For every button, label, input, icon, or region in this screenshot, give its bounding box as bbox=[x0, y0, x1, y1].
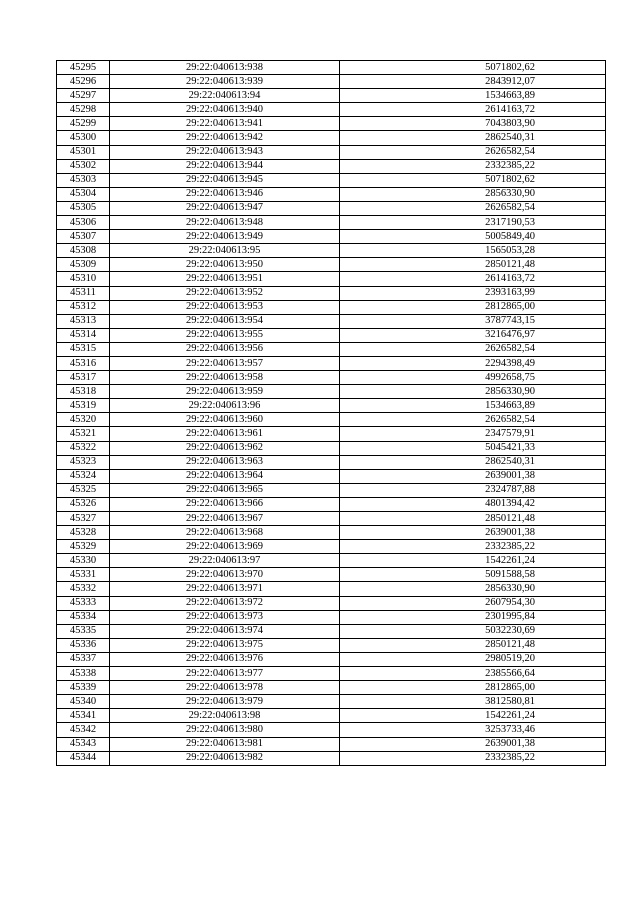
table-row bbox=[57, 131, 606, 145]
cadastral-number-cell: 29:22:040613:949 bbox=[110, 230, 340, 244]
table-row bbox=[57, 483, 606, 497]
cadastral-value-cell: 3253733,46 bbox=[340, 723, 606, 737]
row-number-cell: 45342 bbox=[57, 723, 110, 737]
table-row bbox=[57, 314, 606, 328]
cadastral-number-cell: 29:22:040613:940 bbox=[110, 103, 340, 117]
row-number-cell: 45328 bbox=[57, 526, 110, 540]
cadastral-value-cell: 5032230,69 bbox=[340, 624, 606, 638]
cadastral-number-cell: 29:22:040613:94 bbox=[110, 89, 340, 103]
cadastral-value-cell: 2639001,38 bbox=[340, 469, 606, 483]
table-row bbox=[57, 61, 606, 75]
table-row bbox=[57, 596, 606, 610]
table-row bbox=[57, 117, 606, 131]
table-row bbox=[57, 89, 606, 103]
table-row bbox=[57, 371, 606, 385]
cadastral-value-cell: 4801394,42 bbox=[340, 497, 606, 511]
table-row bbox=[57, 709, 606, 723]
cadastral-value-cell: 2332385,22 bbox=[340, 540, 606, 554]
row-number-cell: 45314 bbox=[57, 328, 110, 342]
row-number-cell: 45312 bbox=[57, 300, 110, 314]
row-number-cell: 45326 bbox=[57, 497, 110, 511]
cadastral-value-cell: 5071802,62 bbox=[340, 173, 606, 187]
cadastral-value-cell: 2856330,90 bbox=[340, 385, 606, 399]
row-number-cell: 45321 bbox=[57, 427, 110, 441]
cadastral-number-cell: 29:22:040613:951 bbox=[110, 272, 340, 286]
cadastral-value-cell: 5071802,62 bbox=[340, 61, 606, 75]
row-number-cell: 45322 bbox=[57, 441, 110, 455]
cadastral-value-cell: 2812865,00 bbox=[340, 300, 606, 314]
cadastral-value-cell: 2626582,54 bbox=[340, 342, 606, 356]
row-number-cell: 45338 bbox=[57, 667, 110, 681]
cadastral-value-cell: 2850121,48 bbox=[340, 258, 606, 272]
table-row bbox=[57, 159, 606, 173]
cadastral-number-cell: 29:22:040613:978 bbox=[110, 681, 340, 695]
table-row bbox=[57, 216, 606, 230]
cadastral-value-cell: 2385566,64 bbox=[340, 667, 606, 681]
row-number-cell: 45302 bbox=[57, 159, 110, 173]
cadastral-number-cell: 29:22:040613:958 bbox=[110, 371, 340, 385]
cadastral-value-cell: 2843912,07 bbox=[340, 75, 606, 89]
cadastral-number-cell: 29:22:040613:962 bbox=[110, 441, 340, 455]
row-number-cell: 45298 bbox=[57, 103, 110, 117]
cadastral-value-cell: 7043803,90 bbox=[340, 117, 606, 131]
cadastral-value-cell: 3812580,81 bbox=[340, 695, 606, 709]
row-number-cell: 45337 bbox=[57, 652, 110, 666]
cadastral-number-cell: 29:22:040613:954 bbox=[110, 314, 340, 328]
cadastral-number-cell: 29:22:040613:941 bbox=[110, 117, 340, 131]
table-row bbox=[57, 751, 606, 765]
cadastral-value-cell: 4992658,75 bbox=[340, 371, 606, 385]
table-row bbox=[57, 187, 606, 201]
cadastral-number-cell: 29:22:040613:945 bbox=[110, 173, 340, 187]
table-row bbox=[57, 173, 606, 187]
table-row bbox=[57, 399, 606, 413]
cadastral-value-cell: 2393163,99 bbox=[340, 286, 606, 300]
cadastral-number-cell: 29:22:040613:948 bbox=[110, 216, 340, 230]
cadastral-number-cell: 29:22:040613:976 bbox=[110, 652, 340, 666]
cadastral-value-cell: 1534663,89 bbox=[340, 399, 606, 413]
cadastral-value-cell: 1542261,24 bbox=[340, 554, 606, 568]
cadastral-number-cell: 29:22:040613:973 bbox=[110, 610, 340, 624]
table-row bbox=[57, 667, 606, 681]
table-row bbox=[57, 145, 606, 159]
cadastral-value-cell: 2626582,54 bbox=[340, 201, 606, 215]
cadastral-value-cell: 2856330,90 bbox=[340, 582, 606, 596]
cadastral-value-cell: 2626582,54 bbox=[340, 413, 606, 427]
table-row bbox=[57, 652, 606, 666]
cadastral-number-cell: 29:22:040613:959 bbox=[110, 385, 340, 399]
cadastral-number-cell: 29:22:040613:938 bbox=[110, 61, 340, 75]
cadastral-number-cell: 29:22:040613:972 bbox=[110, 596, 340, 610]
cadastral-value-cell: 2607954,30 bbox=[340, 596, 606, 610]
cadastral-value-cell: 2850121,48 bbox=[340, 512, 606, 526]
cadastral-value-cell: 2856330,90 bbox=[340, 187, 606, 201]
row-number-cell: 45301 bbox=[57, 145, 110, 159]
cadastral-value-cell: 2850121,48 bbox=[340, 638, 606, 652]
cadastral-number-cell: 29:22:040613:947 bbox=[110, 201, 340, 215]
row-number-cell: 45315 bbox=[57, 342, 110, 356]
table-row bbox=[57, 286, 606, 300]
row-number-cell: 45343 bbox=[57, 737, 110, 751]
cadastral-number-cell: 29:22:040613:955 bbox=[110, 328, 340, 342]
cadastral-number-cell: 29:22:040613:969 bbox=[110, 540, 340, 554]
row-number-cell: 45305 bbox=[57, 201, 110, 215]
table-body bbox=[57, 61, 606, 766]
cadastral-value-cell: 2347579,91 bbox=[340, 427, 606, 441]
cadastral-value-cell: 5005849,40 bbox=[340, 230, 606, 244]
cadastral-value-cell: 1542261,24 bbox=[340, 709, 606, 723]
cadastral-number-cell: 29:22:040613:963 bbox=[110, 455, 340, 469]
table-row bbox=[57, 554, 606, 568]
row-number-cell: 45330 bbox=[57, 554, 110, 568]
cadastral-number-cell: 29:22:040613:979 bbox=[110, 695, 340, 709]
row-number-cell: 45331 bbox=[57, 568, 110, 582]
row-number-cell: 45334 bbox=[57, 610, 110, 624]
cadastral-value-cell: 2332385,22 bbox=[340, 751, 606, 765]
table-row bbox=[57, 244, 606, 258]
cadastral-number-cell: 29:22:040613:95 bbox=[110, 244, 340, 258]
row-number-cell: 45295 bbox=[57, 61, 110, 75]
table-row bbox=[57, 413, 606, 427]
cadastral-number-cell: 29:22:040613:956 bbox=[110, 342, 340, 356]
row-number-cell: 45311 bbox=[57, 286, 110, 300]
row-number-cell: 45319 bbox=[57, 399, 110, 413]
row-number-cell: 45332 bbox=[57, 582, 110, 596]
row-number-cell: 45323 bbox=[57, 455, 110, 469]
table-row bbox=[57, 385, 606, 399]
cadastral-value-cell: 2980519,20 bbox=[340, 652, 606, 666]
table-row bbox=[57, 610, 606, 624]
cadastral-number-cell: 29:22:040613:977 bbox=[110, 667, 340, 681]
table-row bbox=[57, 540, 606, 554]
row-number-cell: 45306 bbox=[57, 216, 110, 230]
row-number-cell: 45313 bbox=[57, 314, 110, 328]
cadastral-number-cell: 29:22:040613:97 bbox=[110, 554, 340, 568]
row-number-cell: 45333 bbox=[57, 596, 110, 610]
table-row bbox=[57, 624, 606, 638]
row-number-cell: 45297 bbox=[57, 89, 110, 103]
table-row bbox=[57, 455, 606, 469]
table-row bbox=[57, 103, 606, 117]
cadastral-value-cell: 2862540,31 bbox=[340, 131, 606, 145]
cadastral-number-cell: 29:22:040613:946 bbox=[110, 187, 340, 201]
row-number-cell: 45317 bbox=[57, 371, 110, 385]
cadastral-number-cell: 29:22:040613:960 bbox=[110, 413, 340, 427]
row-number-cell: 45329 bbox=[57, 540, 110, 554]
table-row bbox=[57, 272, 606, 286]
cadastral-value-table bbox=[56, 60, 606, 766]
row-number-cell: 45308 bbox=[57, 244, 110, 258]
cadastral-number-cell: 29:22:040613:942 bbox=[110, 131, 340, 145]
cadastral-number-cell: 29:22:040613:981 bbox=[110, 737, 340, 751]
row-number-cell: 45341 bbox=[57, 709, 110, 723]
table-row bbox=[57, 230, 606, 244]
row-number-cell: 45309 bbox=[57, 258, 110, 272]
cadastral-number-cell: 29:22:040613:966 bbox=[110, 497, 340, 511]
cadastral-number-cell: 29:22:040613:943 bbox=[110, 145, 340, 159]
cadastral-value-cell: 2639001,38 bbox=[340, 737, 606, 751]
cadastral-number-cell: 29:22:040613:970 bbox=[110, 568, 340, 582]
row-number-cell: 45318 bbox=[57, 385, 110, 399]
cadastral-value-cell: 3216476,97 bbox=[340, 328, 606, 342]
cadastral-value-cell: 2324787,88 bbox=[340, 483, 606, 497]
cadastral-value-cell: 2614163,72 bbox=[340, 103, 606, 117]
row-number-cell: 45340 bbox=[57, 695, 110, 709]
row-number-cell: 45303 bbox=[57, 173, 110, 187]
row-number-cell: 45300 bbox=[57, 131, 110, 145]
table-row bbox=[57, 328, 606, 342]
table-row bbox=[57, 258, 606, 272]
row-number-cell: 45296 bbox=[57, 75, 110, 89]
row-number-cell: 45339 bbox=[57, 681, 110, 695]
cadastral-value-cell: 2317190,53 bbox=[340, 216, 606, 230]
cadastral-number-cell: 29:22:040613:952 bbox=[110, 286, 340, 300]
row-number-cell: 45304 bbox=[57, 187, 110, 201]
cadastral-number-cell: 29:22:040613:96 bbox=[110, 399, 340, 413]
cadastral-number-cell: 29:22:040613:953 bbox=[110, 300, 340, 314]
table-row bbox=[57, 441, 606, 455]
table-row bbox=[57, 582, 606, 596]
row-number-cell: 45316 bbox=[57, 356, 110, 370]
cadastral-number-cell: 29:22:040613:944 bbox=[110, 159, 340, 173]
table-row bbox=[57, 526, 606, 540]
table-row bbox=[57, 201, 606, 215]
cadastral-value-cell: 1534663,89 bbox=[340, 89, 606, 103]
row-number-cell: 45335 bbox=[57, 624, 110, 638]
table-row bbox=[57, 695, 606, 709]
row-number-cell: 45310 bbox=[57, 272, 110, 286]
table-row bbox=[57, 300, 606, 314]
table-row bbox=[57, 737, 606, 751]
cadastral-value-cell: 2862540,31 bbox=[340, 455, 606, 469]
row-number-cell: 45344 bbox=[57, 751, 110, 765]
row-number-cell: 45324 bbox=[57, 469, 110, 483]
cadastral-number-cell: 29:22:040613:971 bbox=[110, 582, 340, 596]
cadastral-number-cell: 29:22:040613:974 bbox=[110, 624, 340, 638]
cadastral-number-cell: 29:22:040613:98 bbox=[110, 709, 340, 723]
cadastral-number-cell: 29:22:040613:982 bbox=[110, 751, 340, 765]
table-row bbox=[57, 723, 606, 737]
table-row bbox=[57, 75, 606, 89]
cadastral-number-cell: 29:22:040613:964 bbox=[110, 469, 340, 483]
row-number-cell: 45325 bbox=[57, 483, 110, 497]
cadastral-value-cell: 2301995,84 bbox=[340, 610, 606, 624]
table-row bbox=[57, 568, 606, 582]
cadastral-number-cell: 29:22:040613:961 bbox=[110, 427, 340, 441]
table-row bbox=[57, 356, 606, 370]
cadastral-value-cell: 2294398,49 bbox=[340, 356, 606, 370]
row-number-cell: 45307 bbox=[57, 230, 110, 244]
table-row bbox=[57, 497, 606, 511]
table-row bbox=[57, 427, 606, 441]
cadastral-value-cell: 2614163,72 bbox=[340, 272, 606, 286]
table-row bbox=[57, 681, 606, 695]
row-number-cell: 45336 bbox=[57, 638, 110, 652]
cadastral-value-cell: 2639001,38 bbox=[340, 526, 606, 540]
table-row bbox=[57, 638, 606, 652]
row-number-cell: 45320 bbox=[57, 413, 110, 427]
cadastral-value-cell: 3787743,15 bbox=[340, 314, 606, 328]
row-number-cell: 45327 bbox=[57, 512, 110, 526]
table-row bbox=[57, 469, 606, 483]
cadastral-number-cell: 29:22:040613:975 bbox=[110, 638, 340, 652]
cadastral-value-cell: 2626582,54 bbox=[340, 145, 606, 159]
cadastral-number-cell: 29:22:040613:967 bbox=[110, 512, 340, 526]
row-number-cell: 45299 bbox=[57, 117, 110, 131]
cadastral-number-cell: 29:22:040613:939 bbox=[110, 75, 340, 89]
cadastral-number-cell: 29:22:040613:968 bbox=[110, 526, 340, 540]
cadastral-value-cell: 2332385,22 bbox=[340, 159, 606, 173]
cadastral-number-cell: 29:22:040613:965 bbox=[110, 483, 340, 497]
cadastral-number-cell: 29:22:040613:980 bbox=[110, 723, 340, 737]
cadastral-value-cell: 5045421,33 bbox=[340, 441, 606, 455]
cadastral-value-cell: 5091588,58 bbox=[340, 568, 606, 582]
table-row bbox=[57, 342, 606, 356]
cadastral-value-cell: 2812865,00 bbox=[340, 681, 606, 695]
cadastral-number-cell: 29:22:040613:957 bbox=[110, 356, 340, 370]
cadastral-number-cell: 29:22:040613:950 bbox=[110, 258, 340, 272]
cadastral-value-cell: 1565053,28 bbox=[340, 244, 606, 258]
table-row bbox=[57, 512, 606, 526]
